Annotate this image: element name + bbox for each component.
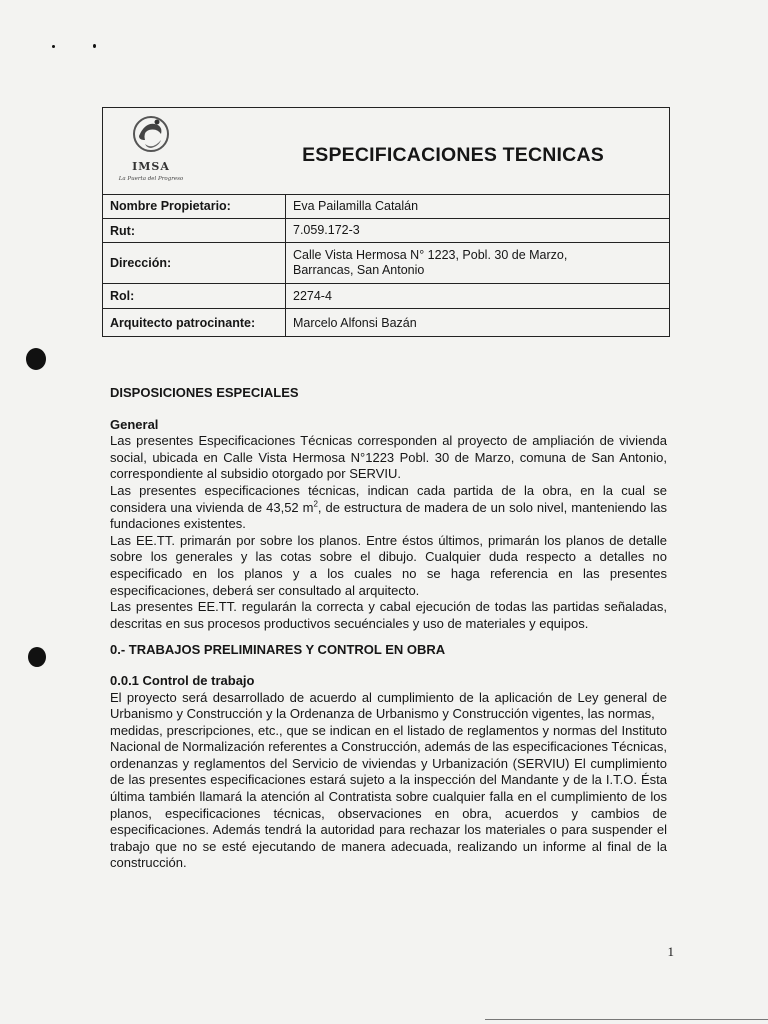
address-line-2: Barrancas, San Antonio xyxy=(293,263,425,277)
row-value: 7.059.172-3 xyxy=(293,223,360,237)
document-title: ESPECIFICACIONES TECNICAS xyxy=(302,144,604,166)
punch-hole xyxy=(28,647,46,667)
document-body xyxy=(110,385,667,872)
section-heading: DISPOSICIONES ESPECIALES xyxy=(110,385,299,400)
paragraph: Las presentes EE.TT. regularán la correcta y cabal ejecución de todas las partidas señaladas, descritas en sus procesos productivos secuénciales y uso de materiales y equipos. xyxy=(110,599,667,631)
subsection-heading: 0.0.1 Control de trabajo xyxy=(110,672,255,688)
paragraph: medidas, prescripciones, etc., que se indican en el listado de reglamentos y normas del Instituto Nacional de Normalización referentes a Construcción, además de las especificaciones Técnicas, ordenanzas y reglamentos del Servicio de viviendas y Urbanización (SERVIU) El cumplimiento de las presentes especificaciones estará sujeto a la inspección del Mandante y de la I.T.O. Ésta última también llamará la atención al Contratista sobre cualquier falla en el cumplimiento de los planos, especificaciones técnicas, observaciones en obra, acuerdos y cambios de especificaciones. Además tendrá la autoridad para rechazar los materiales o para suspender el trabajo que no se esté ejecutando de manera adecuada, realizando un informe al final de la construcción. xyxy=(110,722,667,871)
paragraph xyxy=(110,483,667,533)
row-label: Nombre Propietario: xyxy=(103,194,286,218)
subsection-heading: General xyxy=(110,416,159,432)
logo-wordmark: IMSA xyxy=(132,160,170,173)
scan-speck xyxy=(93,44,96,48)
row-label: Dirección: xyxy=(103,243,286,283)
page-number: 1 xyxy=(667,944,674,959)
table-row xyxy=(103,219,669,243)
paragraph: Las presentes Especificaciones Técnicas corresponden al proyecto de ampliación de vivienda social, ubicada en Calle Vista Hermosa N°1223 Pobl. 30 de Marzo, comuna de San Antonio, correspondiente al subsidio otorgado por SERVIU. xyxy=(110,433,667,482)
row-value: 2274-4 xyxy=(293,288,332,303)
title-block xyxy=(103,108,669,195)
row-label: Rol: xyxy=(103,284,286,308)
paragraph: Las EE.TT. primarán por sobre los planos. Entre éstos últimos, primarán los planos de detalle sobre los generales y las cotas sobre el dibujo. Cualquier duda respecto a detalles no especificado en los planos y a los cuales no se haga referencia en las presentes especificaciones, deberá ser consultado al arquitecto. xyxy=(110,532,667,598)
superscript: 2 xyxy=(313,499,318,509)
scan-speck xyxy=(52,45,55,48)
row-value xyxy=(286,243,669,283)
row-label: Arquitecto patrocinante: xyxy=(103,309,286,337)
imsa-logo xyxy=(111,114,191,190)
paragraph-text: Las presentes especificaciones técnicas, indican cada partida de la obra, en la cual se considera una vivienda de 43,52 m xyxy=(110,482,667,515)
logo-tagline: La Puerta del Progreso xyxy=(118,176,184,182)
table-row xyxy=(103,309,669,337)
table-row xyxy=(103,194,669,219)
footer-line xyxy=(485,1019,768,1020)
row-label: Rut: xyxy=(103,219,286,242)
logo-emblem-icon xyxy=(131,114,171,158)
paragraph-text: , de estructura de madera de un solo nivel, manteniendo las fundaciones existentes. xyxy=(110,499,668,532)
header-table xyxy=(102,107,670,337)
address-line-1: Calle Vista Hermosa N° 1223, Pobl. 30 de Marzo, xyxy=(293,248,568,262)
paragraph: El proyecto será desarrollado de acuerdo al cumplimiento de la aplicación de Ley general de Urbanismo y Construcción y la Ordenanza de Urbanismo y Construcción vigentes, las normas, xyxy=(110,689,667,722)
row-value: Marcelo Alfonsi Bazán xyxy=(293,315,417,330)
table-row xyxy=(103,243,669,284)
section-heading: 0.- TRABAJOS PRELIMINARES Y CONTROL EN OBRA xyxy=(110,642,446,658)
table-row xyxy=(103,284,669,309)
punch-hole xyxy=(26,348,46,370)
row-value: Eva Pailamilla Catalán xyxy=(293,198,419,213)
